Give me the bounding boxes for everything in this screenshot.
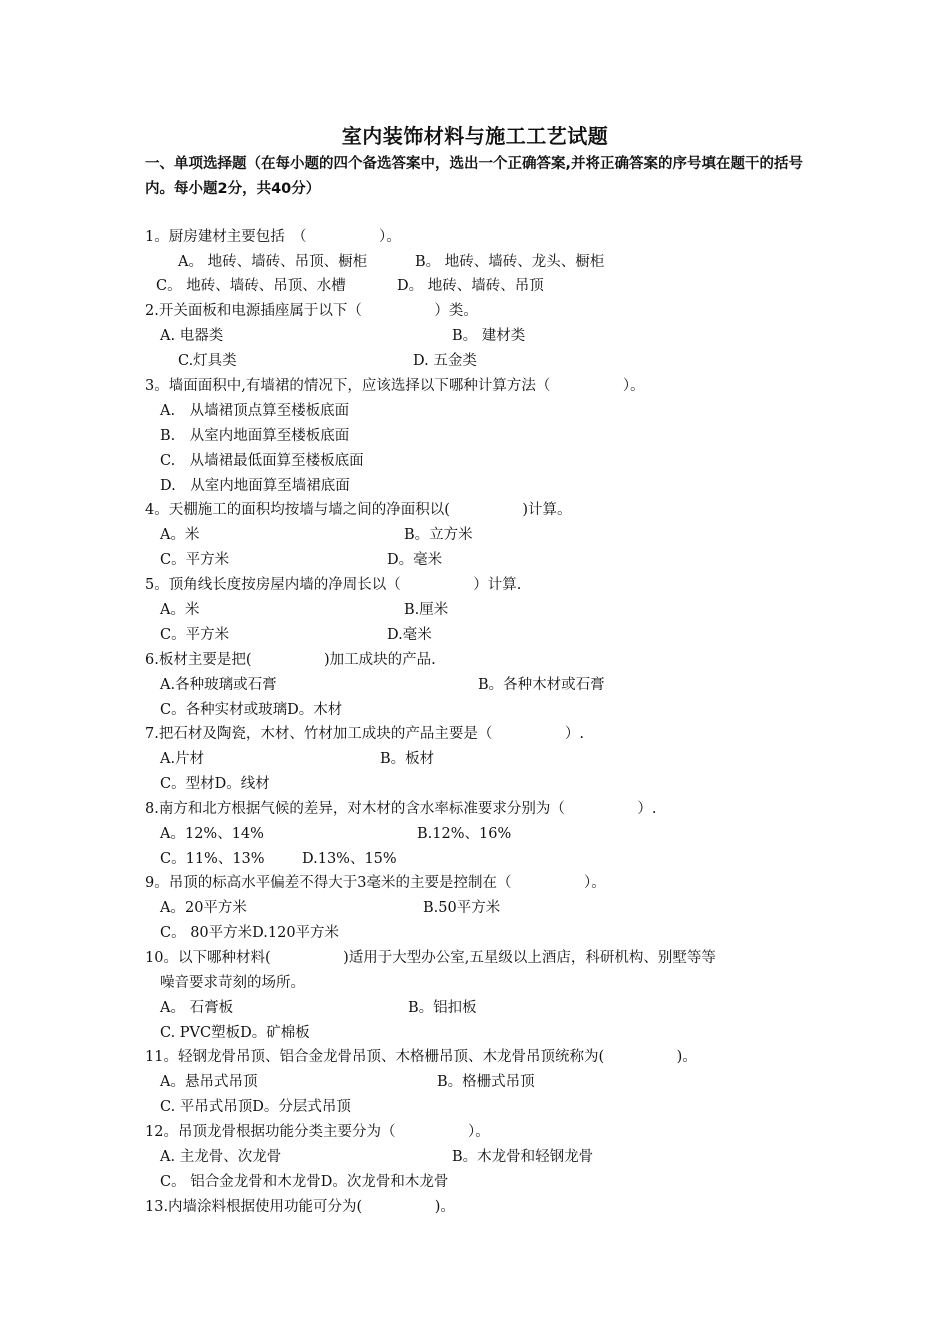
question-11-option-cd: C. 平吊式吊顶D。分层式吊顶 xyxy=(160,1099,351,1115)
question-1-option-a: A。 地砖、墙砖、吊顶、橱柜 xyxy=(178,254,368,270)
question-5-option-d: D.毫米 xyxy=(387,627,432,643)
question-11-stem: 11。轻钢龙骨吊顶、铝合金龙骨吊顶、木格栅吊顶、木龙骨吊顶统称为( )。 xyxy=(145,1049,697,1065)
question-2-option-d: D. 五金类 xyxy=(413,353,477,369)
question-8-option-c: C。11%、13% xyxy=(160,851,265,867)
question-2-option-c: C.灯具类 xyxy=(178,353,237,369)
question-10-option-cd: C. PVC塑板D。矿棉板 xyxy=(160,1025,310,1041)
question-6-stem: 6.板材主要是把( )加工成块的产品. xyxy=(145,652,436,668)
question-1-stem: 1。厨房建材主要包括 （ ）。 xyxy=(145,229,401,245)
question-6-option-cd: C。各种实材或玻璃D。木材 xyxy=(160,702,343,718)
question-6-option-b: B。各种木材或石膏 xyxy=(478,677,605,693)
question-7-stem: 7.把石材及陶瓷，木材、竹材加工成块的产品主要是（ ）. xyxy=(145,726,584,742)
question-8-option-b: B.12%、16% xyxy=(417,826,512,842)
question-3-option-a: A. 从墙裙顶点算至楼板底面 xyxy=(160,403,350,419)
question-12-option-cd: C。 铝合金龙骨和木龙骨D。次龙骨和木龙骨 xyxy=(160,1174,449,1190)
question-10-option-b: B。铝扣板 xyxy=(408,1000,477,1016)
question-10-stem-continued: 噪音要求苛刻的场所。 xyxy=(160,975,305,991)
question-10-stem: 10。以下哪种材料( )适用于大型办公室,五星级以上酒店，科研机构、别墅等等 xyxy=(145,950,716,966)
question-11-option-a: A。悬吊式吊顶 xyxy=(160,1074,258,1090)
question-3-option-b: B. 从室内地面算至楼板底面 xyxy=(160,428,350,444)
question-8-option-a: A。12%、14% xyxy=(160,826,264,842)
question-12-option-b: B。木龙骨和轻钢龙骨 xyxy=(452,1149,594,1165)
question-12-stem: 12。吊顶龙骨根据功能分类主要分为（ ）。 xyxy=(145,1124,490,1140)
question-6-option-a: A.各种玻璃或石膏 xyxy=(160,677,277,693)
question-4-option-c: C。平方米 xyxy=(160,552,230,568)
question-5-option-b: B.厘米 xyxy=(404,602,449,618)
question-11-option-b: B。格栅式吊顶 xyxy=(437,1074,535,1090)
question-9-option-b: B.50平方米 xyxy=(423,900,501,916)
question-1-option-b: B。 地砖、墙砖、龙头、橱柜 xyxy=(415,254,605,270)
question-8-stem: 8.南方和北方根据气候的差异，对木材的含水率标准要求分别为（ ）. xyxy=(145,801,657,817)
question-3-option-d: D. 从室内地面算至墙裙底面 xyxy=(160,478,350,494)
question-9-option-a: A。20平方米 xyxy=(160,900,247,916)
question-1-option-d: D。 地砖、墙砖、吊顶 xyxy=(397,278,544,294)
page-title: 室内装饰材料与施工工艺试题 xyxy=(341,124,609,148)
question-12-option-a: A. 主龙骨、次龙骨 xyxy=(160,1149,282,1165)
question-4-option-b: B。立方米 xyxy=(404,527,473,543)
question-8-option-d: D.13%、15% xyxy=(302,851,397,867)
question-7-option-a: A.片材 xyxy=(160,751,205,767)
question-5-option-a: A。米 xyxy=(160,602,200,618)
question-7-option-b: B。板材 xyxy=(380,751,435,767)
question-4-option-d: D。毫米 xyxy=(387,552,443,568)
question-13-stem: 13.内墙涂料根据使用功能可分为( )。 xyxy=(145,1199,455,1215)
question-9-option-cd: C。 80平方米D.120平方米 xyxy=(160,925,340,941)
question-10-option-a: A。 石膏板 xyxy=(160,1000,234,1016)
question-3-option-c: C. 从墙裙最低面算至楼板底面 xyxy=(160,453,364,469)
question-2-option-b: B。 建材类 xyxy=(452,328,526,344)
section-heading: 一、单项选择题（在每小题的四个备选答案中，选出一个正确答案,并将正确答案的序号填在题干的括号内。每小题2分，共40分） xyxy=(145,156,804,197)
question-2-option-a: A. 电器类 xyxy=(160,328,224,344)
question-5-option-c: C。平方米 xyxy=(160,627,230,643)
question-5-stem: 5。顶角线长度按房屋内墙的净周长以（ ）计算. xyxy=(145,577,522,593)
question-3-stem: 3。墙面面积中,有墙裙的情况下，应该选择以下哪种计算方法（ ）。 xyxy=(145,378,645,394)
question-4-option-a: A。米 xyxy=(160,527,200,543)
question-4-stem: 4。天棚施工的面积均按墙与墙之间的净面积以( )计算。 xyxy=(145,502,572,518)
question-9-stem: 9。吊顶的标高水平偏差不得大于3毫米的主要是控制在（ ）。 xyxy=(145,875,606,891)
question-2-stem: 2.开关面板和电源插座属于以下（ ）类。 xyxy=(145,303,478,319)
question-7-option-cd: C。型材D。线材 xyxy=(160,776,270,792)
question-1-option-c: C。 地砖、墙砖、吊顶、水槽 xyxy=(156,278,346,294)
